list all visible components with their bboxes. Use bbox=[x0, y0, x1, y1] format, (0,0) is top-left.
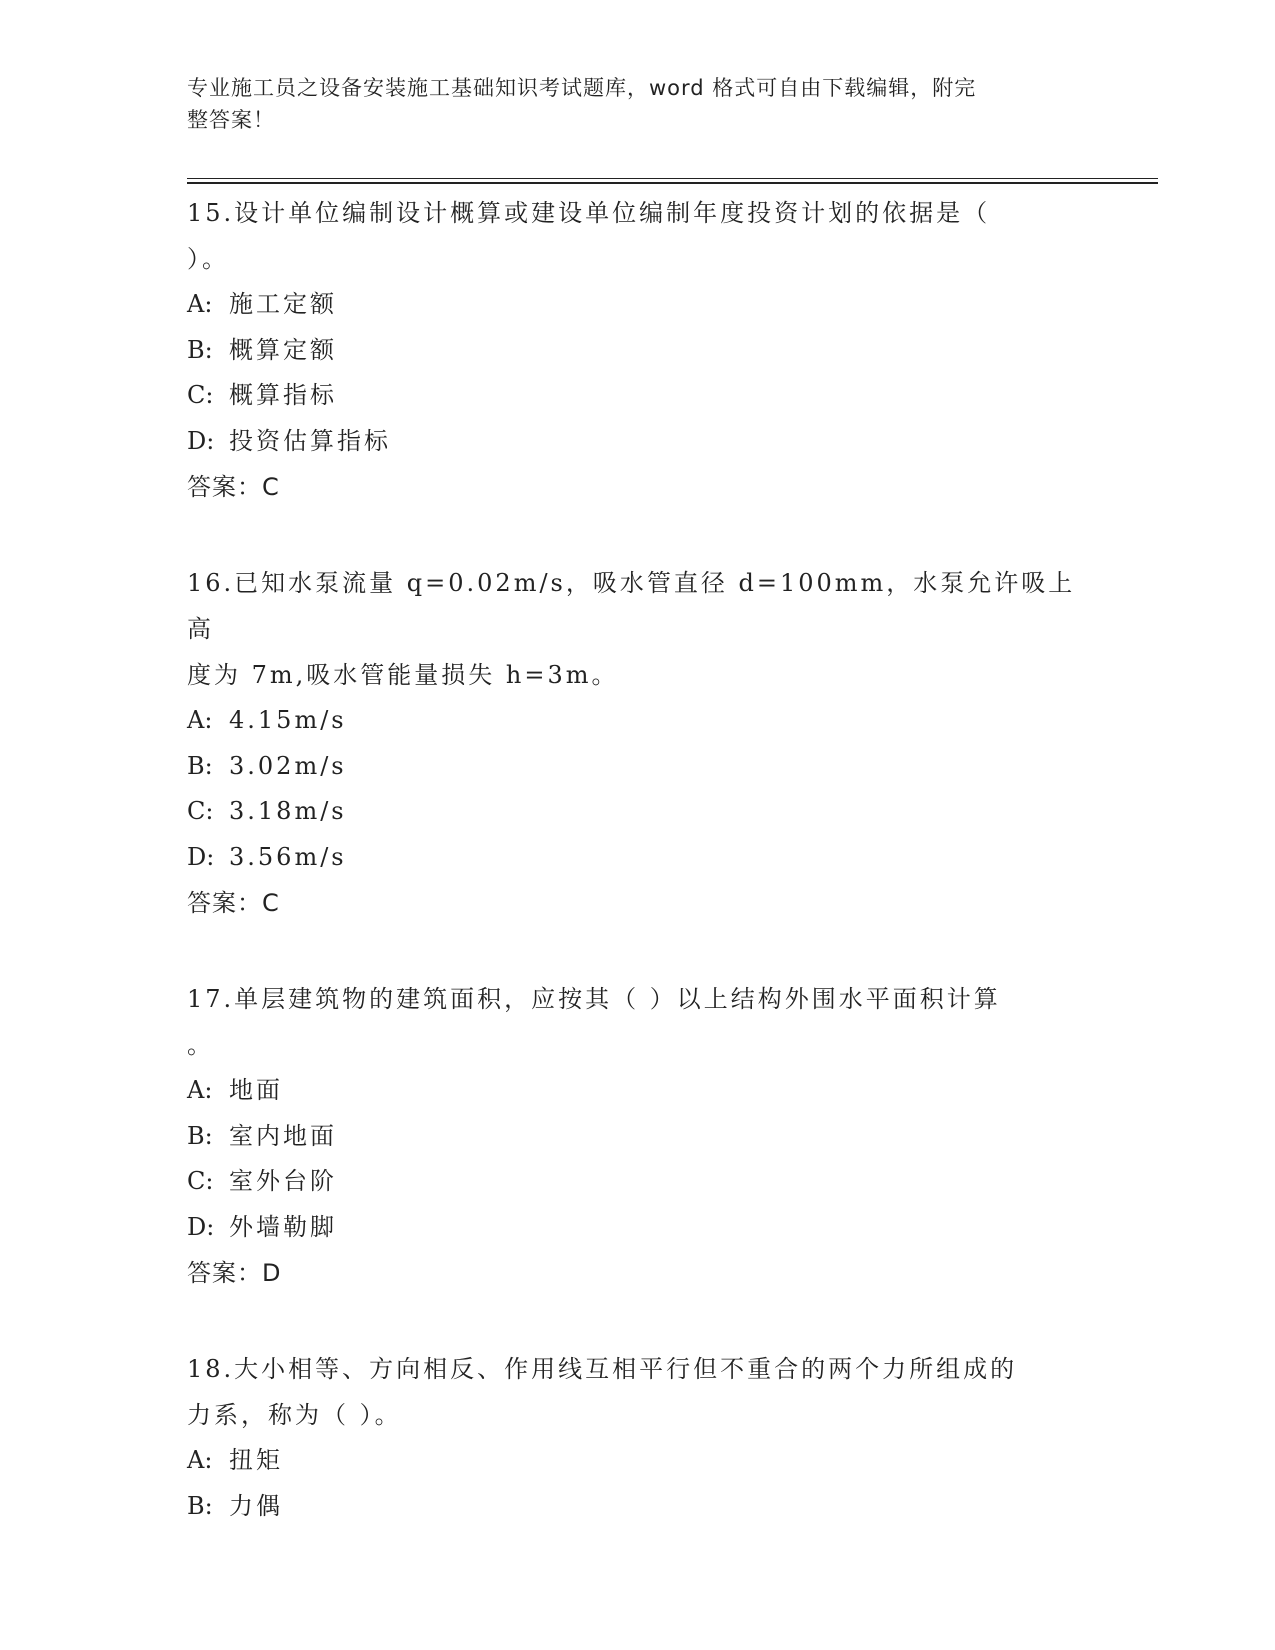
question-16 bbox=[187, 560, 1087, 926]
option-text: 地面 bbox=[229, 1076, 283, 1104]
option-key: C: bbox=[187, 1167, 214, 1195]
option-text: 4.15m/s bbox=[229, 706, 347, 734]
option-key: D: bbox=[187, 842, 215, 871]
header-line-2: 整答案！ bbox=[187, 108, 275, 132]
header-divider-thin bbox=[187, 178, 1158, 179]
option-key: A: bbox=[187, 706, 213, 734]
option-key: B: bbox=[187, 335, 213, 364]
option-d bbox=[187, 835, 1087, 881]
option-text: 力偶 bbox=[229, 1491, 283, 1520]
question-text bbox=[187, 560, 1087, 698]
option-b bbox=[187, 744, 1087, 790]
option-text: 室外台阶 bbox=[229, 1167, 337, 1195]
option-b bbox=[187, 1484, 1087, 1530]
question-text bbox=[187, 190, 1087, 282]
question-18 bbox=[187, 1346, 1087, 1529]
question-17 bbox=[187, 976, 1087, 1296]
option-text: 3.56m/s bbox=[229, 842, 347, 871]
option-d bbox=[187, 1205, 1087, 1251]
header-line-1: 专业施工员之设备安装施工基础知识考试题库，word 格式可自由下载编辑，附完 bbox=[187, 76, 977, 100]
option-a bbox=[187, 282, 1087, 328]
option-d bbox=[187, 419, 1087, 465]
question-list bbox=[187, 190, 1087, 1579]
question-text-line: 度为 7m,吸水管能量损失 h=3m。 bbox=[187, 661, 619, 689]
option-key: C: bbox=[187, 797, 214, 825]
option-key: B: bbox=[187, 1491, 213, 1520]
option-key: D: bbox=[187, 426, 215, 455]
option-text: 室内地面 bbox=[229, 1121, 337, 1150]
option-a bbox=[187, 1068, 1087, 1114]
question-text-line: 18.大小相等、方向相反、作用线互相平行但不重合的两个力所组成的 bbox=[187, 1355, 1018, 1383]
option-c bbox=[187, 789, 1087, 835]
option-key: C: bbox=[187, 381, 214, 409]
question-text-line: 16.已知水泵流量 q=0.02m/s，吸水管直径 d=100mm，水泵允许吸上高 bbox=[187, 569, 1076, 643]
option-key: A: bbox=[187, 1446, 213, 1474]
question-text-line: 。 bbox=[187, 1031, 214, 1059]
option-b bbox=[187, 1114, 1087, 1160]
option-text: 3.18m/s bbox=[229, 797, 347, 825]
question-text-line: ）。 bbox=[187, 245, 229, 273]
document-header bbox=[187, 72, 1067, 136]
option-key: A: bbox=[187, 290, 213, 318]
header-divider-thick bbox=[187, 182, 1158, 184]
question-15 bbox=[187, 190, 1087, 510]
option-text: 概算定额 bbox=[229, 335, 337, 364]
option-a bbox=[187, 698, 1087, 744]
answer-line: 答案：C bbox=[187, 889, 280, 917]
option-key: B: bbox=[187, 1121, 213, 1150]
option-key: B: bbox=[187, 751, 213, 780]
question-text-line: 力系，称为（ ）。 bbox=[187, 1401, 402, 1429]
question-text bbox=[187, 1346, 1087, 1438]
question-text-line: 17.单层建筑物的建筑面积，应按其（ ）以上结构外围水平面积计算 bbox=[187, 985, 1001, 1013]
question-text bbox=[187, 976, 1087, 1068]
option-b bbox=[187, 328, 1087, 374]
answer-line: 答案：D bbox=[187, 1259, 282, 1287]
option-c bbox=[187, 373, 1087, 419]
option-text: 3.02m/s bbox=[229, 751, 347, 780]
option-key: D: bbox=[187, 1212, 215, 1241]
option-a bbox=[187, 1438, 1087, 1484]
option-text: 扭矩 bbox=[229, 1446, 283, 1474]
question-text-line: 15.设计单位编制设计概算或建设单位编制年度投资计划的依据是（ bbox=[187, 199, 991, 227]
option-c bbox=[187, 1159, 1087, 1205]
option-text: 投资估算指标 bbox=[229, 426, 391, 455]
answer-line: 答案：C bbox=[187, 473, 280, 501]
option-key: A: bbox=[187, 1076, 213, 1104]
option-text: 外墙勒脚 bbox=[229, 1212, 337, 1241]
option-text: 施工定额 bbox=[229, 290, 337, 318]
option-text: 概算指标 bbox=[229, 381, 337, 409]
